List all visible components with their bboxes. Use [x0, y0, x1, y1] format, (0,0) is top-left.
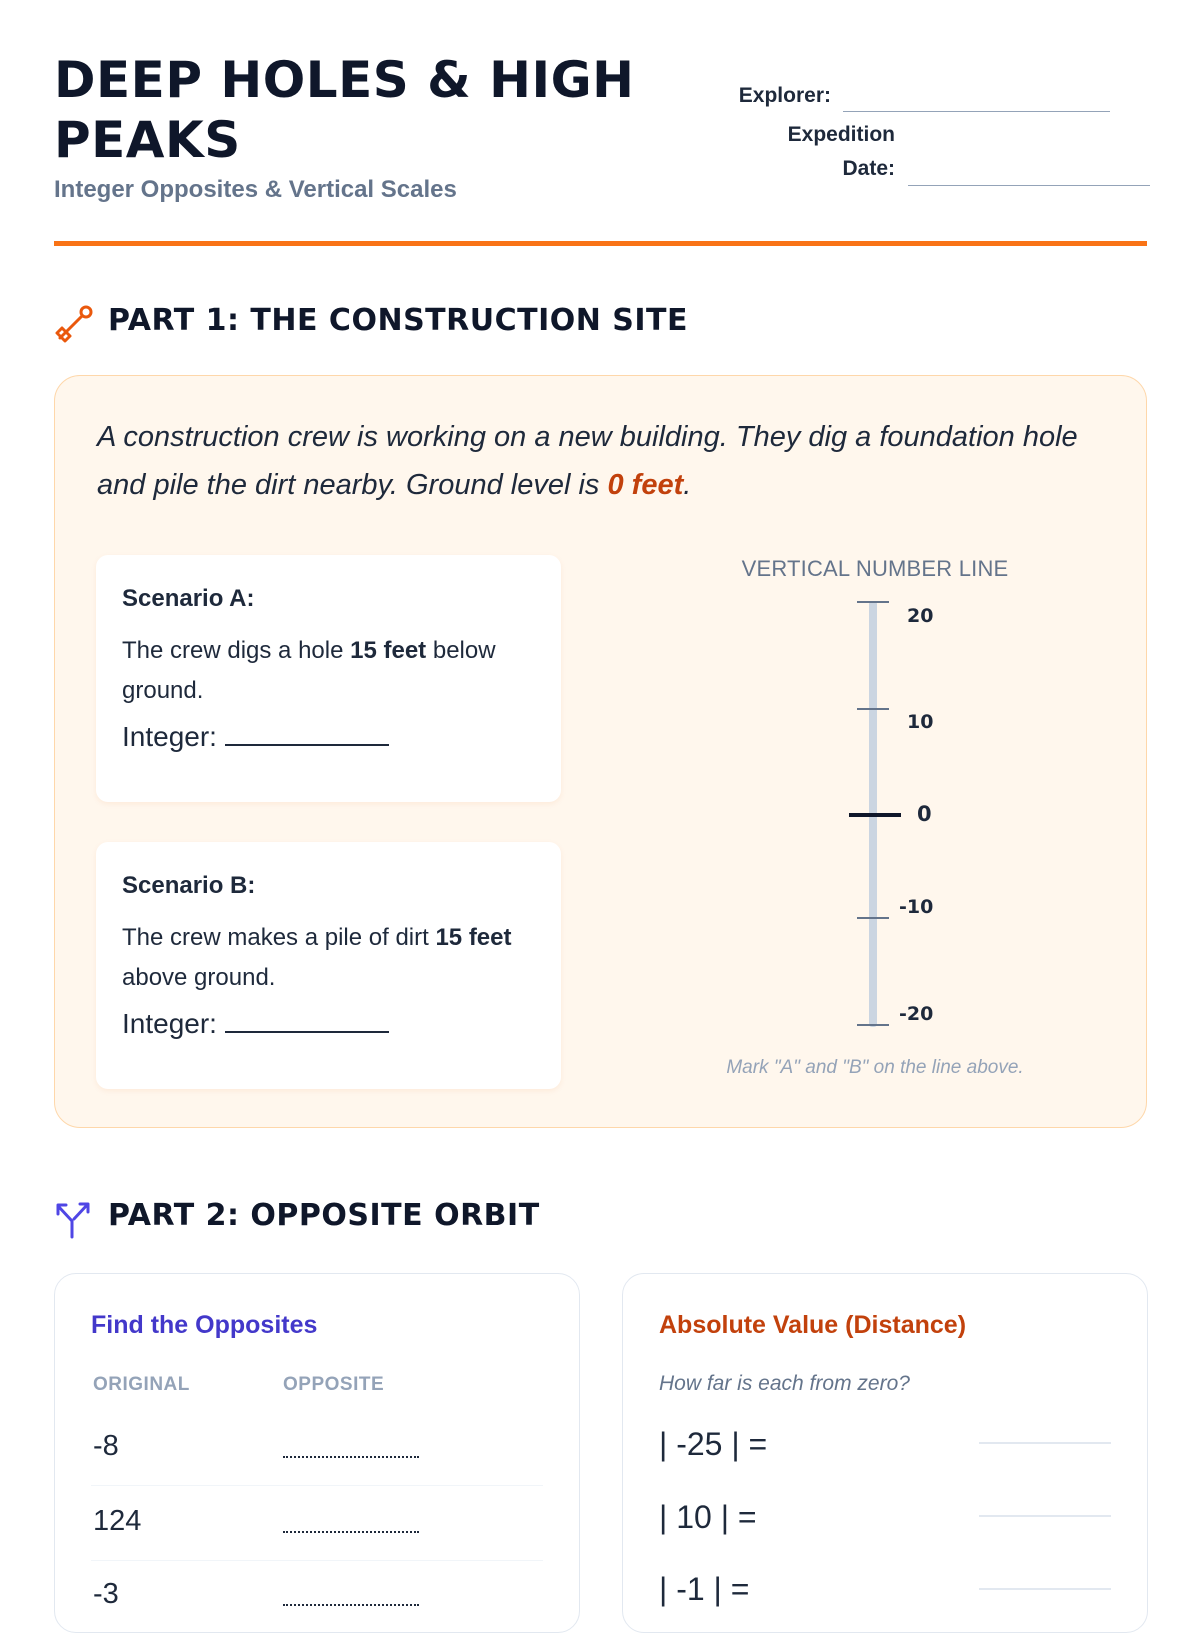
absolute-expression-2: | 10 | = [659, 1499, 757, 1535]
tick-20 [857, 601, 889, 603]
original-value-2: 124 [93, 1505, 142, 1537]
tick-0 [849, 813, 901, 817]
number-line-title: VERTICAL NUMBER LINE [741, 556, 1009, 581]
explorer-name-field[interactable] [843, 111, 1110, 112]
explorer-label: Explorer: [738, 84, 831, 107]
shovel-icon [54, 305, 94, 345]
number-line-caption: Mark "A" and "B" on the line above. [726, 1057, 1024, 1078]
absolute-value-card [622, 1273, 1148, 1633]
tick-10 [857, 708, 889, 710]
page-title: DEEP HOLES & HIGH PEAKS [54, 51, 635, 169]
page-subtitle: Integer Opposites & Vertical Scales [54, 176, 457, 203]
split-arrows-icon [54, 1199, 94, 1239]
tick-minus-20 [857, 1024, 889, 1026]
scenario-a-integer-label: Integer: [122, 721, 217, 752]
scenario-b-card [96, 842, 561, 1089]
scenario-a-card [96, 555, 561, 802]
tick-label-20: 20 [907, 605, 934, 627]
expedition-date-label-line1: Expedition [787, 123, 895, 146]
part1-intro [97, 413, 1117, 509]
tick-label-0: 0 [917, 802, 932, 826]
tick-minus-10 [857, 917, 889, 919]
absolute-answer-3[interactable] [979, 1588, 1111, 1590]
scenario-a-integer-row [122, 721, 535, 753]
absolute-answer-1[interactable] [979, 1442, 1111, 1444]
absolute-value-question: How far is each from zero? [659, 1372, 910, 1395]
vertical-number-line[interactable] [845, 599, 955, 1034]
absolute-expression-3: | -1 | = [659, 1571, 750, 1607]
tick-label-10: 10 [907, 711, 934, 733]
opposites-heading: Find the Opposites [91, 1311, 318, 1339]
original-value-3: -3 [93, 1578, 119, 1610]
absolute-answer-2[interactable] [979, 1515, 1111, 1517]
scenario-b-title: Scenario B: [122, 872, 256, 899]
scenario-b-text [122, 918, 535, 998]
expedition-date-field[interactable] [908, 185, 1150, 186]
opposite-answer-2[interactable] [283, 1531, 419, 1533]
opposite-answer-3[interactable] [283, 1604, 419, 1606]
scenario-b-integer-field[interactable] [225, 1009, 389, 1033]
scenario-b-integer-label: Integer: [122, 1008, 217, 1039]
intro-end: . [683, 469, 692, 501]
absolute-expression-1: | -25 | = [659, 1426, 768, 1462]
part2-title: PART 2: OPPOSITE ORBIT [108, 1198, 540, 1233]
col-original: ORIGINAL [93, 1374, 190, 1395]
scenario-b-text-after: above ground. [122, 964, 276, 991]
tick-label-minus-10: -10 [899, 896, 934, 918]
scenario-b-text-bold: 15 feet [435, 924, 512, 951]
scenario-a-text-after: below ground. [122, 637, 496, 704]
expedition-date-label [740, 118, 895, 186]
row-divider [91, 1485, 543, 1486]
intro-highlight: 0 feet [607, 469, 684, 501]
scenario-a-text [122, 631, 535, 711]
original-value-1: -8 [93, 1430, 119, 1462]
tick-label-minus-20: -20 [899, 1003, 934, 1025]
scenario-a-title: Scenario A: [122, 585, 255, 612]
scenario-a-text-before: The crew digs a hole [122, 637, 351, 664]
opposite-answer-1[interactable] [283, 1456, 419, 1458]
intro-text: A construction crew is working on a new building. They dig a foundation hole and pile the dirt nearby. Ground level is [97, 421, 1078, 501]
scenario-b-text-before: The crew makes a pile of dirt [122, 924, 436, 951]
scenario-b-integer-row [122, 1008, 535, 1040]
opposites-card [54, 1273, 580, 1633]
expedition-date-label-line2: Date: [842, 157, 895, 180]
header-divider [54, 241, 1147, 246]
scenario-a-integer-field[interactable] [225, 722, 389, 746]
row-divider [91, 1560, 543, 1561]
scenario-a-text-bold: 15 feet [350, 637, 427, 664]
part1-title: PART 1: THE CONSTRUCTION SITE [108, 303, 689, 338]
col-opposite: OPPOSITE [283, 1374, 385, 1395]
absolute-value-heading: Absolute Value (Distance) [659, 1311, 967, 1339]
